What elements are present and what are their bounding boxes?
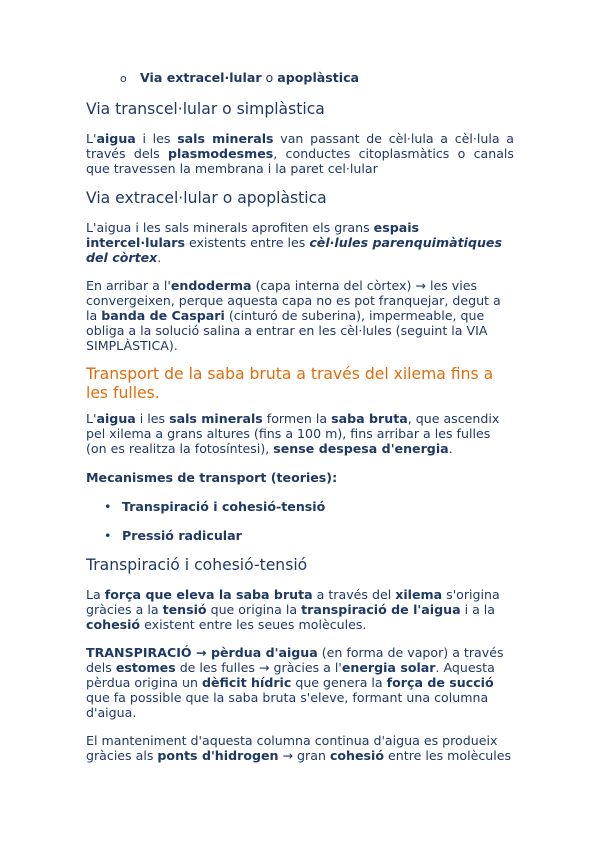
paragraph-ponts-hidrogen: El manteniment d'aquesta columna continua d'aigua es produeix gràcies als ponts d'hidrogen → gran cohesió entre les molècules	[86, 733, 512, 763]
list-item: • Transpiració i cohesió-tensió	[104, 499, 326, 514]
heading-transpiracio: Transpiració i cohesió-tensió	[86, 556, 308, 574]
paragraph-transcellular: L'aigua i les sals minerals van passant de cèl·lula a cèl·lula a través dels plasmodesmes, conductes citoplasmàtics o canals que travessen la membrana i la paret cel·lular	[86, 131, 514, 176]
bullet-bold-text: Via extracel·lular	[140, 70, 262, 85]
mechanisms-title: Mecanismes de transport (teories):	[86, 470, 338, 485]
heading-via-transcellular: Via transcel·lular o simplàstica	[86, 100, 325, 118]
paragraph-extracellular-2: En arribar a l'endoderma (capa interna del còrtex) → les vies convergeixen, perque aquesta capa no es pot franquejar, degut a la banda de Caspari (cinturó de suberina), impermeable, que obliga a la solució salina a entrar en les cèl·lules (seguint la VIA SIMPLÀSTICA).	[86, 278, 501, 353]
bullet-icon: •	[104, 528, 112, 543]
paragraph-saba-bruta: L'aigua i les sals minerals formen la saba bruta, que ascendix pel xilema a grans altures (fins a 100 m), fins arribar a les fulles (on es realitza la fotosíntesi), sense despesa d'energia.	[86, 411, 500, 456]
heading-via-extracellular: Via extracel·lular o apoplàstica	[86, 189, 327, 207]
bullet-icon: •	[104, 499, 112, 514]
paragraph-extracellular-1: L'aigua i les sals minerals aprofiten els grans espais intercel·lulars existents entre les cèl·lules parenquimàtiques del còrtex.	[86, 220, 502, 265]
paragraph-forca: La força que eleva la saba bruta a través del xilema s'origina gràcies a la tensió que origina la transpiració de l'aigua i a la cohesió existent entre les seues molècules.	[86, 587, 500, 632]
mechanisms-list	[86, 499, 514, 514]
paragraph-transpiracio: TRANSPIRACIÓ → pèrdua d'aigua (en forma de vapor) a través dels estomes de les fulles → gràcies a l'energia solar. Aquesta pèrdua origina un dèficit hídric que genera la força de succió que fa possible que la saba bruta s'eleve, formant una columna d'aigua.	[86, 645, 504, 720]
hollow-bullet-icon: o	[120, 72, 127, 85]
heading-transport-saba-bruta: Transport de la saba bruta a través del xilema fins a les fulles.	[86, 365, 494, 402]
list-item: • Pressió radicular	[104, 528, 242, 543]
mechanisms-list-2	[86, 528, 514, 543]
sub-bullet-item: o Via extracel·lular o apoplàstica	[120, 70, 360, 85]
